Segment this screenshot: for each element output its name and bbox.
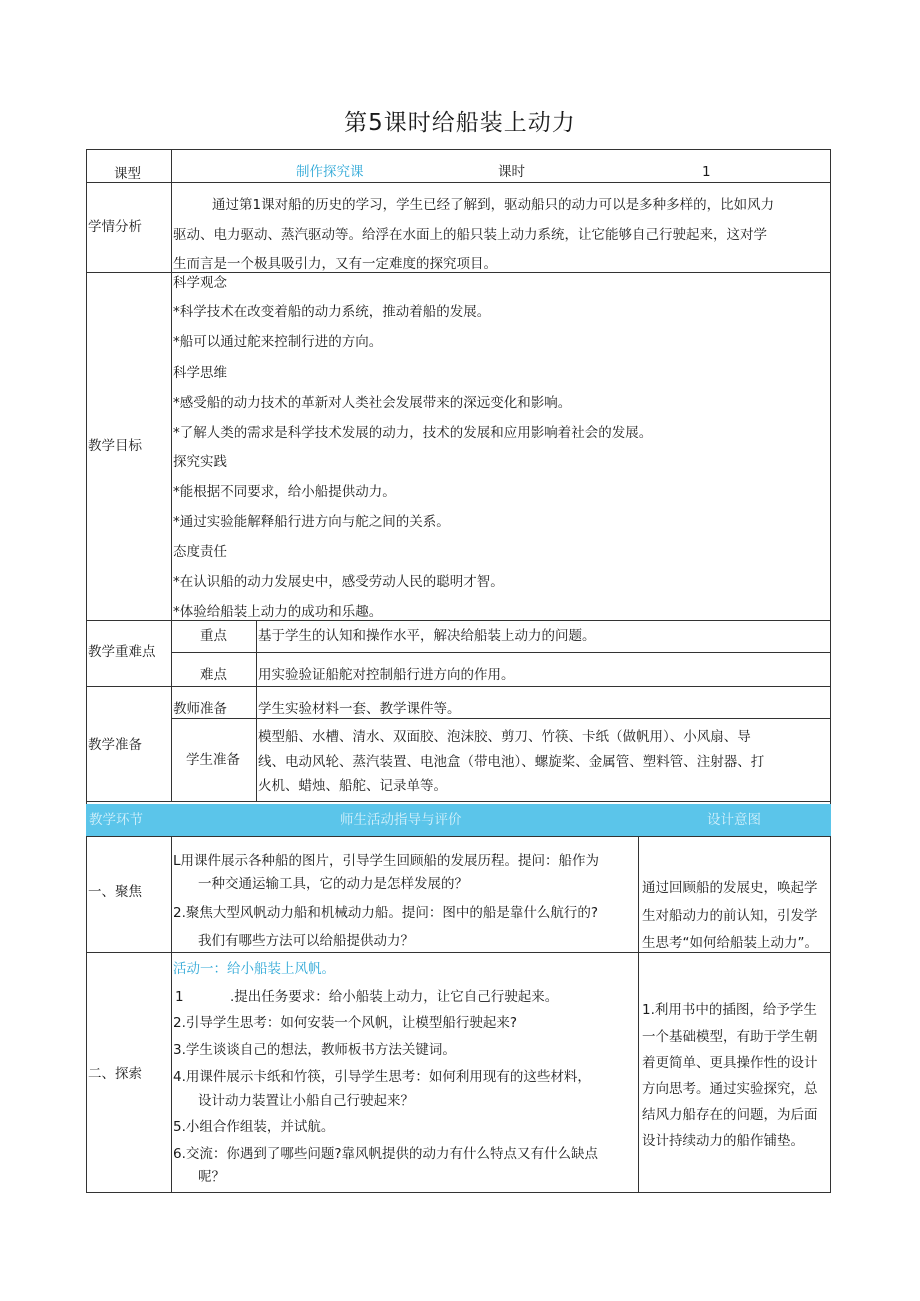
objective-item: *了解人类的需求是科学技术发展的动力，技术的发展和应用影响着社会的发展。 (173, 425, 653, 441)
objective-item: *体验给船装上动力的成功和乐趣。 (173, 604, 383, 620)
difficulty-text: 用实验验证船舵对控制船行进方向的作用。 (258, 667, 515, 683)
analysis-line: 驱动、电力驱动、蒸汽驱动等。给浮在水面上的船只装上动力系统，让它能够自己行驶起来，这对学 (173, 227, 767, 243)
type-value: 制作探究课 (296, 164, 364, 180)
teacher-prep-text: 学生实验材料一套、教学课件等。 (258, 701, 461, 717)
student-prep-line: 火机、蜡烛、船舵、记录单等。 (258, 778, 447, 794)
explore-intent-line: 一个基础模型，有助于学生朝 (642, 1029, 818, 1045)
analysis-label: 学情分析 (88, 219, 142, 235)
key-label: 重点 (200, 628, 227, 644)
explore-intent-line: 1.利用书中的插图，给予学生 (642, 1002, 817, 1018)
teacher-prep-label: 教师准备 (173, 701, 227, 717)
period-label: 课时 (498, 164, 525, 180)
objective-heading: 科学思维 (173, 365, 227, 381)
analysis-line: 通过第1课对船的历史的学习，学生已经了解到，驱动船只的动力可以是多种多样的，比如风力 (212, 197, 775, 213)
objective-heading: 探究实践 (173, 454, 227, 470)
objective-item: *能根据不同要求，给小船提供动力。 (173, 484, 396, 500)
explore-step: 设计动力装置让小船自己行驶起来？ (198, 1093, 414, 1109)
explore-label: 二、探索 (88, 1066, 142, 1082)
explore-intent-line: 着更简单、更具操作性的设计 (642, 1055, 818, 1071)
focus-intent-line: 生对船动力的前认知，引发学 (642, 908, 818, 924)
explore-step: 4.用课件展示卡纸和竹筷，引导学生思考：如何利用现有的这些材料， (173, 1069, 591, 1085)
focus-intent-line: 通过回顾船的发展史，唤起学 (642, 880, 818, 896)
focus-intent-line: 生思考“如何给船装上动力”。 (642, 935, 818, 951)
explore-intent-line: 方向思考。通过实验探究，总 (642, 1081, 818, 1097)
period-value: 1 (702, 164, 711, 180)
focus-line: L用课件展示各种船的图片，引导学生回顾船的发展历程。提问：船作为 (173, 853, 600, 869)
focus-line: 一种交通运输工具，它的动力是怎样发展的？ (198, 876, 468, 892)
explore-step: 2.引导学生思考：如何安装一个风帆，让模型船行驶起来? (173, 1015, 518, 1031)
explore-step: 6.交流：你遇到了哪些问题?靠风帆提供的动力有什么特点又有什么缺点 (173, 1146, 599, 1162)
analysis-line: 生而言是一个极具吸引力，又有一定难度的探究项目。 (173, 256, 497, 272)
page-title: 第5课时给船装上动力 (344, 110, 576, 136)
objective-item: *在认识船的动力发展史中，感受劳动人民的聪明才智。 (173, 574, 504, 590)
process-col-intent: 设计意图 (707, 812, 761, 828)
explore-intent-line: 结风力船存在的问题，为后面 (642, 1107, 818, 1123)
student-prep-line: 模型船、水槽、清水、双面胶、泡沫胶、剪刀、竹筷、卡纸（做帆用）、小风扇、导 (258, 729, 751, 745)
objective-item: *科学技术在改变着船的动力系统，推动着船的发展。 (173, 304, 491, 320)
objective-item: *感受船的动力技术的革新对人类社会发展带来的深远变化和影响。 (173, 395, 572, 411)
objective-item: *船可以通过舵来控制行进的方向。 (173, 334, 383, 350)
type-label: 课型 (114, 166, 141, 182)
keypoints-label: 教学重难点 (88, 644, 156, 660)
student-prep-line: 线、电动风轮、蒸汽装置、电池盒（带电池）、螺旋桨、金属管、塑料管、注射器、打 (258, 754, 765, 770)
explore-step: 5.小组合作组装，并试航。 (173, 1119, 335, 1135)
explore-step: 呢？ (198, 1169, 225, 1185)
explore-step: 3.学生谈谈自己的想法，教师板书方法关键词。 (173, 1042, 456, 1058)
objective-item: *通过实验能解释船行进方向与舵之间的关系。 (173, 514, 450, 530)
objective-heading: 科学观念 (173, 275, 227, 291)
student-prep-label: 学生准备 (186, 752, 240, 768)
focus-line: 2.聚焦大型风帆动力船和机械动力船。提问：图中的船是靠什么航行的? (173, 905, 599, 921)
focus-line: 我们有哪些方法可以给船提供动力？ (198, 933, 414, 949)
process-col-stage: 教学环节 (89, 812, 143, 828)
objective-heading: 态度责任 (173, 544, 227, 560)
prep-label: 教学准备 (88, 737, 142, 753)
process-col-activity: 师生活动指导与评价 (340, 812, 462, 828)
explore-intent-line: 设计持续动力的船作铺垫。 (642, 1133, 804, 1149)
focus-label: 一、聚焦 (88, 884, 142, 900)
key-text: 基于学生的认知和操作水平，解决给船装上动力的问题。 (258, 628, 596, 644)
difficulty-label: 难点 (200, 667, 227, 683)
objectives-label: 教学目标 (88, 438, 142, 454)
activity-title: 活动一：给小船装上风帆。 (173, 961, 335, 977)
explore-step-number: 1 (175, 989, 184, 1005)
explore-step: .提出任务要求：给小船装上动力，让它自己行驶起来。 (230, 989, 559, 1005)
